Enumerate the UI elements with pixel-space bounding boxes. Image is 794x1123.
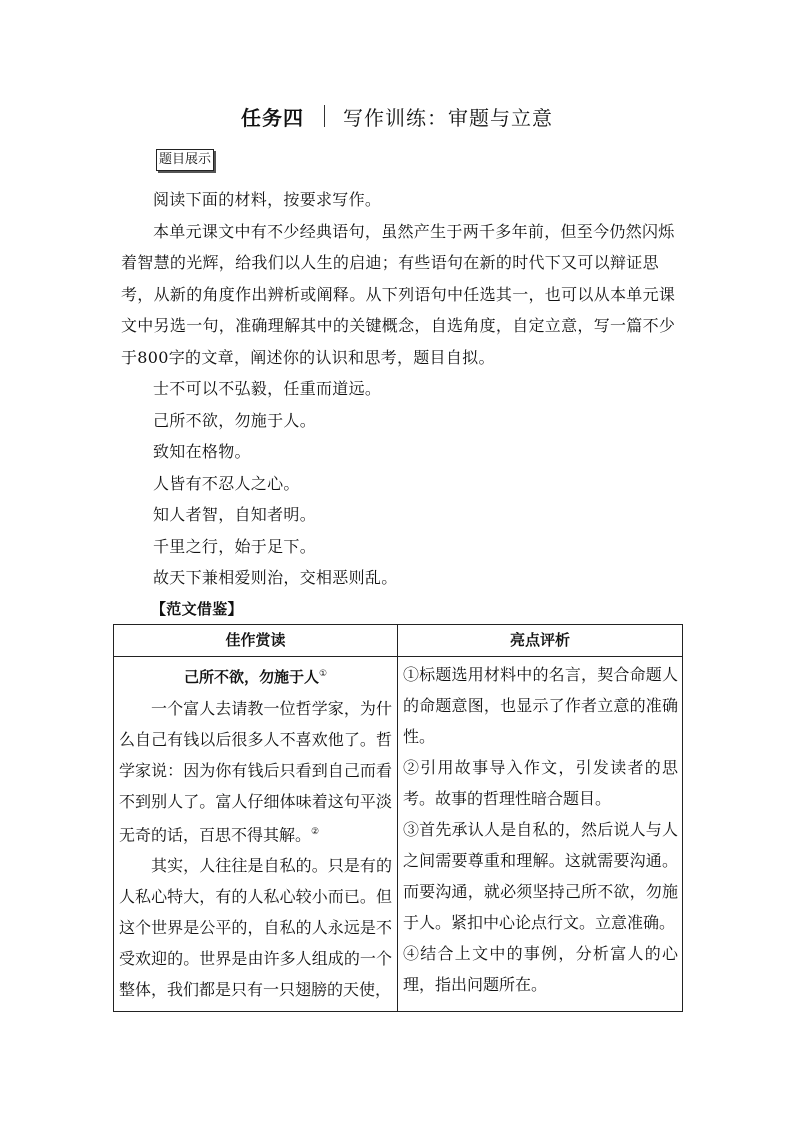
quote-item: 人皆有不忍人之心。 xyxy=(153,473,300,493)
quote-item: 己所不欲，勿施于人。 xyxy=(153,410,317,430)
comment-item: ①标题选用材料中的名言，契合命题人的命题意图，也显示了作者立意的准确性。 xyxy=(403,665,678,746)
model-essay-table xyxy=(113,624,683,1012)
quote-item: 故天下兼相爱则治，交相恶则乱。 xyxy=(153,568,398,587)
footnote-mark: ② xyxy=(311,827,320,837)
task-number: 任务四 xyxy=(241,105,304,130)
instruction-line: 阅读下面的材料，按要求写作。 xyxy=(153,190,382,209)
quote-item: 致知在格物。 xyxy=(153,442,251,461)
section-heading: 【范文借鉴】 xyxy=(151,599,243,618)
comment-item: ④结合上文中的事例，分析富人的心理，指出问题所在。 xyxy=(403,944,678,994)
quote-item: 士不可以不弘毅，任重而道远。 xyxy=(153,379,382,398)
column-header-comments: 亮点评析 xyxy=(398,625,683,657)
footnote-mark: ① xyxy=(318,669,328,679)
essay-title: 己所不欲，勿施于人① xyxy=(183,668,328,686)
task-subtitle: 写作训练：审题与立意 xyxy=(343,105,553,130)
quote-item: 千里之行，始于足下。 xyxy=(153,536,317,556)
essay-cell xyxy=(114,657,398,1012)
column-header-essay: 佳作赏读 xyxy=(114,625,398,657)
comments-cell xyxy=(398,657,683,1012)
essay-paragraph: 一个富人去请教一位哲学家，为什么自己有钱以后很多人不喜欢他了。哲学家说：因为你有钱后只看到自己而看不到别人了。富人仔细体味着这句平淡无奇的话，百思不得其解。② xyxy=(119,699,392,845)
topic-display-tag: 题目展示 xyxy=(156,149,214,171)
essay-paragraph: 其实，人往往是自私的。只是有的人私心特大，有的人私心较小而已。但这个世界是公平的，自私的人永远是不受欢迎的。世界是由许多人组成的一个整体，我们都是只有一只翅膀的天使， xyxy=(119,856,392,1000)
prompt-body xyxy=(121,184,681,625)
quote-item: 知人者智，自知者明。 xyxy=(153,505,317,524)
page-title xyxy=(0,100,794,132)
comment-item: ②引用故事导入作文，引发读者的思考。故事的哲理性暗合题目。 xyxy=(403,758,678,808)
comment-item: ③首先承认人是自私的，然后说人与人之间需要尊重和理解。这就需要沟通。而要沟通，就必须坚持己所不欲，勿施于人。紧扣中心论点行文。立意准确。 xyxy=(403,820,678,932)
prompt-paragraph: 本单元课文中有不少经典语句，虽然产生于两千多年前，但至今仍然闪烁着智慧的光辉，给我们以人生的启迪；有些语句在新的时代下又可以辩证思考，从新的角度作出辨析或阐释。从下列语句中任选其一，也可以从本单元课文中另选一句，准确理解其中的关键概念，自选角度，自定立意，写一篇不少于800字的文章，阐述你的认识和思考，题目自拟。 xyxy=(121,221,676,367)
title-divider xyxy=(324,105,325,127)
